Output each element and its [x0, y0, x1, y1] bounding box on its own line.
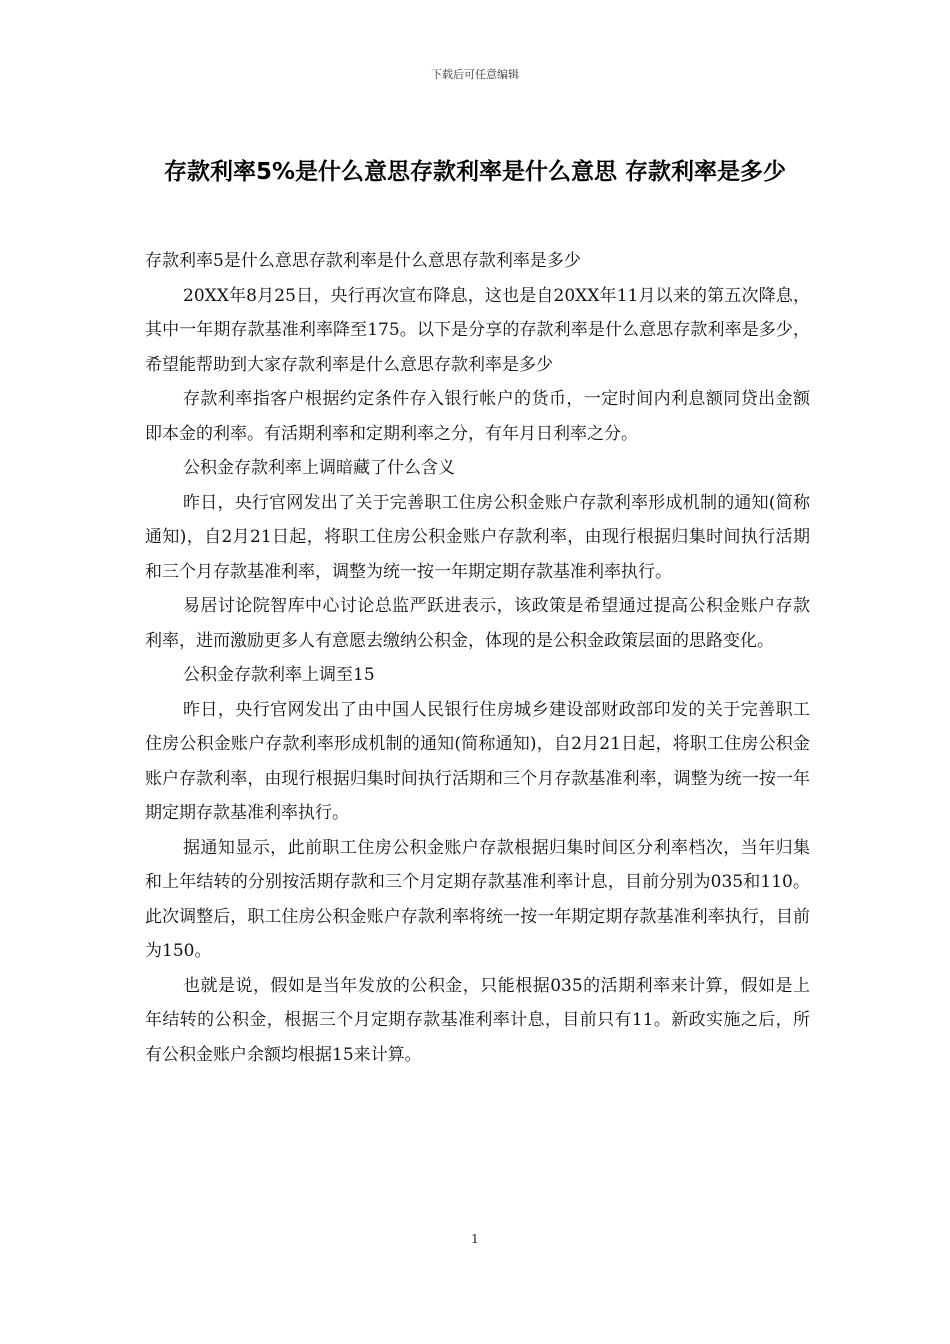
paragraph: 20XX年8月25日，央行再次宣布降息，这也是自20XX年11月以来的第五次降息，其中一年期存款基准利率降至175。以下是分享的存款利率是什么意思存款利率是多少，希望能帮助到大家存款利率是什么意思存款利率是多少: [145, 285, 810, 375]
paragraph: 存款利率指客户根据约定条件存入银行帐户的货币，一定时间内利息额同贷出金额即本金的利率。有活期利率和定期利率之分，有年月日利率之分。: [145, 389, 810, 444]
document-body: [145, 244, 810, 1072]
paragraph: 昨日，央行官网发出了由中国人民银行住房城乡建设部财政部印发的关于完善职工住房公积金账户存款利率形成机制的通知(简称通知)，自2月21日起，将职工住房公积金账户存款利率，由现行根据归集时间执行活期和三个月存款基准利率，调整为统一按一年期定期存款基准利率执行。: [145, 699, 810, 823]
paragraph-subtitle: 存款利率5是什么意思存款利率是什么意思存款利率是多少: [145, 251, 581, 271]
paragraph: 昨日，央行官网发出了关于完善职工住房公积金账户存款利率形成机制的通知(简称通知)，自2月21日起，将职工住房公积金账户存款利率，由现行根据归集时间执行活期和三个月存款基准利率，调整为统一按一年期定期存款基准利率执行。: [145, 492, 810, 582]
paragraph: 易居讨论院智库中心讨论总监严跃进表示，该政策是希望通过提高公积金账户存款利率，进而激励更多人有意愿去缴纳公积金，体现的是公积金政策层面的思路变化。: [145, 596, 810, 651]
page-number: 1: [471, 1232, 479, 1246]
header-note: 下载后可任意编辑: [431, 68, 519, 81]
section-heading: 公积金存款利率上调至15: [183, 665, 375, 685]
paragraph: 也就是说，假如是当年发放的公积金，只能根据035的活期利率来计算，假如是上年结转的公积金，根据三个月定期存款基准利率计息，目前只有11。新政实施之后，所有公积金账户余额均根据15来计算。: [145, 975, 810, 1065]
section-heading: 公积金存款利率上调暗藏了什么含义: [183, 458, 455, 478]
paragraph: 据通知显示，此前职工住房公积金账户存款根据归集时间区分利率档次，当年归集和上年结转的分别按活期存款和三个月定期存款基准利率计息，目前分别为035和110。此次调整后，职工住房公积金账户存款利率将统一按一年期定期存款基准利率执行，目前为150。: [145, 837, 810, 961]
document-title: 存款利率5%是什么意思存款利率是什么意思 存款利率是多少: [163, 159, 787, 185]
